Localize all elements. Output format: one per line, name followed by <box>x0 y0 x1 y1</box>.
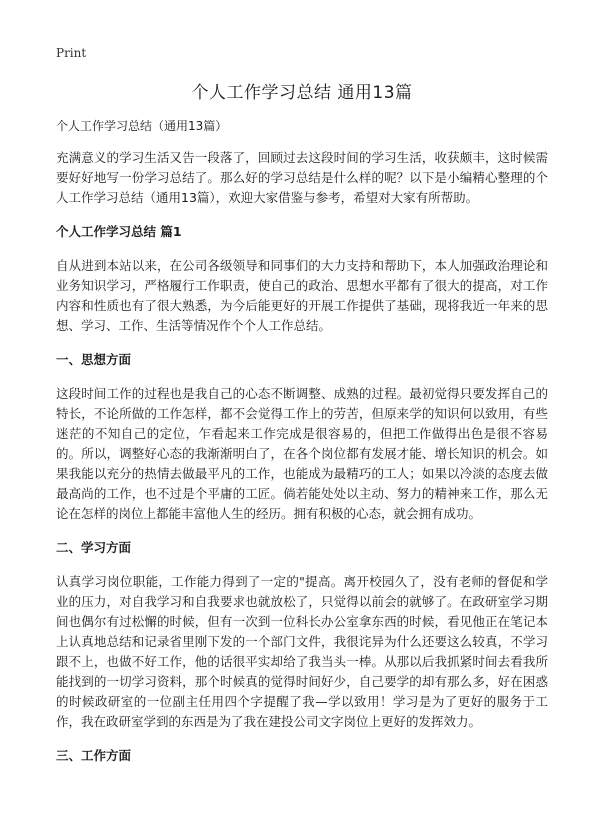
thought-paragraph: 这段时间工作的过程也是我自己的心态不断调整、成熟的过程。最初觉得只要发挥自己的特长，不论所做的工作怎样，都不会觉得工作上的劳苦，但原来学的知识何以致用，有些迷茫的不知自己的定位，乍看起来工作完成是很容易的，但把工作做得出色是很不容易的。所以，调整好心态的我渐渐明白了，在各个岗位都有发展才能、增长知识的机会。如果我能以充分的热情去做最平凡的工作，也能成为最精巧的工人；如果以冷淡的态度去做最高尚的工作，也不过是个平庸的工匠。倘若能处处以主动、努力的精神来工作，那么无论在怎样的岗位上都能丰富他人生的经历。拥有积极的心态，就会拥有成功。 <box>56 386 548 521</box>
document-body <box>56 78 548 780</box>
document-subtitle: 个人工作学习总结（通用13篇） <box>56 119 228 133</box>
heading-thought: 一、思想方面 <box>56 352 132 367</box>
print-link[interactable]: Print <box>56 46 87 60</box>
section-intro-paragraph: 自从进到本站以来，在公司各级领导和同事们的大力支持和帮助下，本人加强政治理论和业务知识学习，严格履行工作职责，使自己的政治、思想水平都有了很大的提高，对工作内容和性质也有了很大熟悉，为今后能更好的开展工作提供了基础，现将我近一年来的思想、学习、工作、生活等情况作个个人工作总结。 <box>56 258 548 333</box>
section-title: 个人工作学习总结 篇1 <box>56 224 182 239</box>
document-title: 个人工作学习总结 通用13篇 <box>191 83 413 103</box>
heading-work: 三、工作方面 <box>56 748 132 763</box>
intro-paragraph: 充满意义的学习生活又告一段落了，回顾过去这段时间的学习生活，收获颇丰，这时候需要好好地写一份学习总结了。那么好的学习总结是什么样的呢？以下是小编精心整理的个人工作学习总结（通用13篇），欢迎大家借鉴与参考，希望对大家有所帮助。 <box>56 150 548 205</box>
heading-study: 二、学习方面 <box>56 540 132 555</box>
study-paragraph: 认真学习岗位职能，工作能力得到了一定的"提高。离开校园久了，没有老师的督促和学业的压力，对自我学习和自我要求也就放松了，只觉得以前会的就够了。在政研室学习期间也偶尔有过松懈的时候，但有一次到一位科长办公室拿东西的时候，看见他正在笔记本上认真地总结和记录省里刚下发的一个部门文件，我很诧异为什么还要这么较真，不学习跟不上，也做不好工作，他的话很平实却给了我当头一棒。从那以后我抓紧时间去看我所能找到的一切学习资料，那个时候真的觉得时间好少，自己要学的却有那么多，好在困惑的时候政研室的一位副主任用四个字提醒了我—学以致用！学习是为了更好的服务于工作，我在政研室学到的东西是为了我在建投公司文字岗位上更好的发挥效力。 <box>56 574 548 729</box>
